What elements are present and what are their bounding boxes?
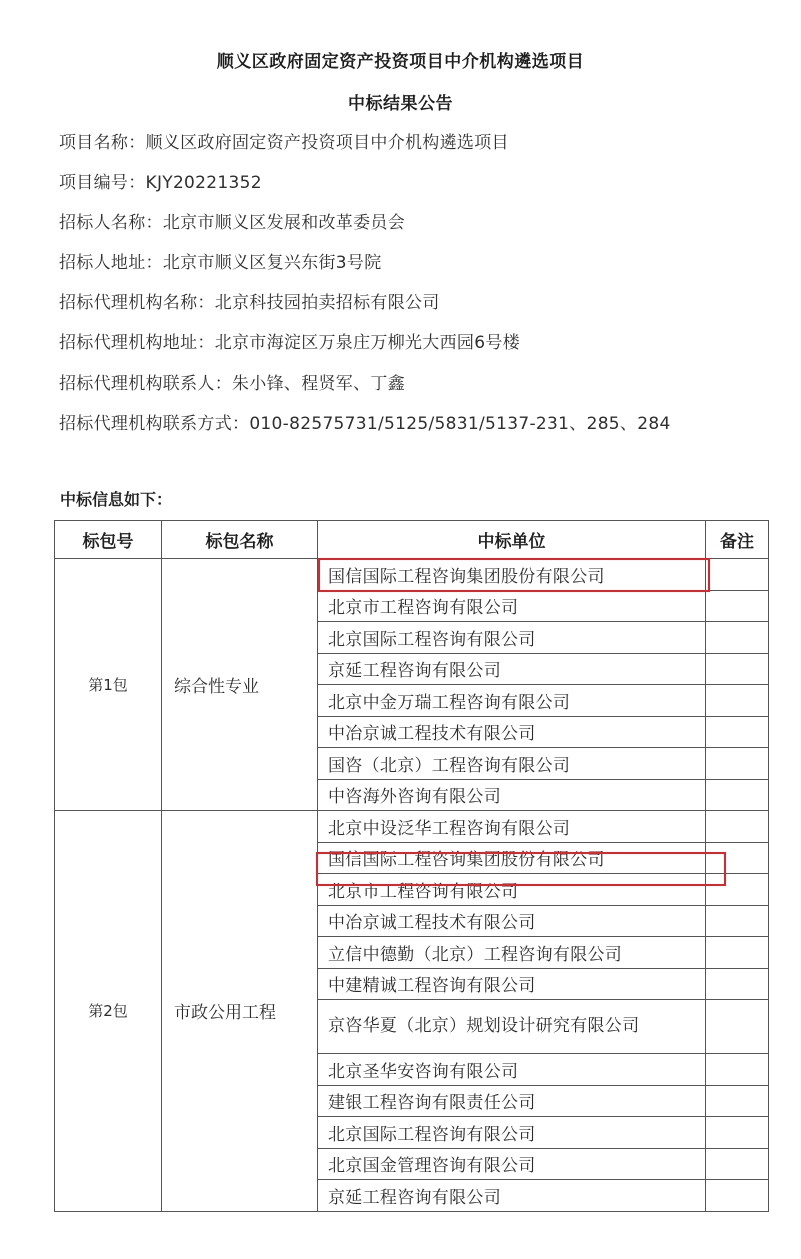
remark-cell bbox=[706, 622, 769, 654]
table-row bbox=[55, 559, 769, 591]
remark-cell bbox=[706, 716, 769, 748]
winning-unit: 中冶京诚工程技术有限公司 bbox=[318, 716, 706, 748]
info-line bbox=[59, 369, 405, 394]
info-value: 朱小锋、程贤军、丁鑫 bbox=[232, 374, 405, 394]
remark-cell bbox=[706, 748, 769, 780]
remark-cell bbox=[706, 1085, 769, 1117]
remark-cell bbox=[706, 653, 769, 685]
info-line bbox=[59, 328, 520, 353]
remark-cell bbox=[706, 590, 769, 622]
remark-cell bbox=[706, 1000, 769, 1054]
remark-cell bbox=[706, 1148, 769, 1180]
info-label: 招标代理机构联系人： bbox=[59, 374, 232, 394]
remark-cell bbox=[706, 779, 769, 811]
info-label: 招标代理机构地址： bbox=[59, 333, 215, 353]
remark-cell bbox=[706, 559, 769, 591]
header-package-no: 标包号 bbox=[55, 521, 162, 559]
document-title: 顺义区政府固定资产投资项目中介机构遴选项目 bbox=[216, 52, 585, 72]
remark-cell bbox=[706, 968, 769, 1000]
info-value: 北京市顺义区复兴东街3号院 bbox=[162, 253, 382, 273]
table-header-row bbox=[55, 521, 769, 559]
remark-cell bbox=[706, 905, 769, 937]
table-row bbox=[55, 811, 769, 843]
remark-cell bbox=[706, 1117, 769, 1149]
award-table bbox=[54, 520, 769, 1212]
info-line bbox=[59, 128, 509, 153]
winning-unit: 北京中设泛华工程咨询有限公司 bbox=[318, 811, 706, 843]
package-name: 市政公用工程 bbox=[162, 811, 318, 1212]
document-subtitle: 中标结果公告 bbox=[348, 94, 453, 114]
package-number: 第2包 bbox=[55, 811, 162, 1212]
info-label: 招标人地址： bbox=[59, 253, 163, 273]
info-label: 招标代理机构联系方式： bbox=[59, 414, 250, 434]
info-value: 北京市海淀区万泉庄万柳光大西园6号楼 bbox=[214, 333, 520, 353]
info-value: 北京科技园拍卖招标有限公司 bbox=[214, 293, 440, 313]
winning-unit: 北京国金管理咨询有限公司 bbox=[318, 1148, 706, 1180]
info-line bbox=[59, 409, 671, 434]
winning-unit: 国咨（北京）工程咨询有限公司 bbox=[318, 748, 706, 780]
winning-unit: 京延工程咨询有限公司 bbox=[318, 1180, 706, 1212]
winning-unit: 国信国际工程咨询集团股份有限公司 bbox=[318, 842, 706, 874]
winning-unit: 北京国际工程咨询有限公司 bbox=[318, 1117, 706, 1149]
info-label: 招标人名称： bbox=[59, 213, 163, 233]
winning-unit: 中咨海外咨询有限公司 bbox=[318, 779, 706, 811]
header-package-name: 标包名称 bbox=[162, 521, 318, 559]
header-winning-unit: 中标单位 bbox=[318, 521, 706, 559]
section-title: 中标信息如下： bbox=[60, 490, 173, 509]
package-number: 第1包 bbox=[55, 559, 162, 811]
info-label: 项目名称： bbox=[59, 133, 146, 153]
winning-unit: 国信国际工程咨询集团股份有限公司 bbox=[318, 559, 706, 591]
winning-unit: 北京圣华安咨询有限公司 bbox=[318, 1054, 706, 1086]
info-line bbox=[59, 208, 405, 233]
info-label: 项目编号： bbox=[59, 173, 146, 193]
info-line bbox=[59, 288, 440, 313]
winning-unit: 立信中德勤（北京）工程咨询有限公司 bbox=[318, 937, 706, 969]
header-remark: 备注 bbox=[706, 521, 769, 559]
package-name: 综合性专业 bbox=[162, 559, 318, 811]
info-label: 招标代理机构名称： bbox=[59, 293, 215, 313]
info-line bbox=[59, 168, 262, 193]
remark-cell bbox=[706, 811, 769, 843]
remark-cell bbox=[706, 1180, 769, 1212]
winning-unit: 北京市工程咨询有限公司 bbox=[318, 874, 706, 906]
remark-cell bbox=[706, 685, 769, 717]
winning-unit: 建银工程咨询有限责任公司 bbox=[318, 1085, 706, 1117]
remark-cell bbox=[706, 842, 769, 874]
winning-unit: 中冶京诚工程技术有限公司 bbox=[318, 905, 706, 937]
winning-unit: 京延工程咨询有限公司 bbox=[318, 653, 706, 685]
remark-cell bbox=[706, 874, 769, 906]
remark-cell bbox=[706, 937, 769, 969]
remark-cell bbox=[706, 1054, 769, 1086]
info-value: KJY20221352 bbox=[145, 173, 262, 193]
winning-unit: 北京国际工程咨询有限公司 bbox=[318, 622, 706, 654]
info-value: 顺义区政府固定资产投资项目中介机构遴选项目 bbox=[145, 133, 509, 153]
info-line bbox=[59, 248, 382, 273]
info-value: 北京市顺义区发展和改革委员会 bbox=[162, 213, 406, 233]
winning-unit: 中建精诚工程咨询有限公司 bbox=[318, 968, 706, 1000]
winning-unit: 北京市工程咨询有限公司 bbox=[318, 590, 706, 622]
winning-unit: 北京中金万瑞工程咨询有限公司 bbox=[318, 685, 706, 717]
info-value: 010-82575731/5125/5831/5137-231、285、284 bbox=[249, 414, 671, 434]
winning-unit: 京咨华夏（北京）规划设计研究有限公司 bbox=[318, 1000, 706, 1054]
